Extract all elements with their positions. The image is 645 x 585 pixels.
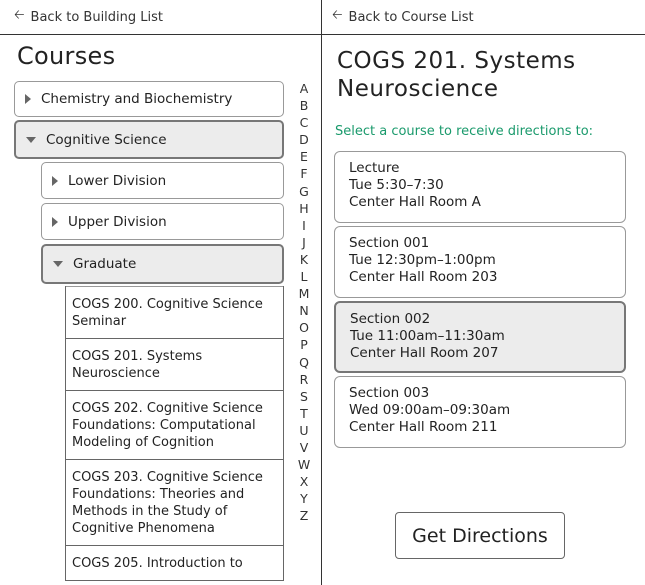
course-item-cogs-201[interactable]: COGS 201. Systems Neuroscience — [66, 339, 283, 391]
alpha-index-letter[interactable]: R — [299, 371, 309, 387]
caret-right-icon — [52, 217, 58, 227]
course-browser-pane — [0, 0, 322, 585]
course-item-cogs-203[interactable]: COGS 203. Cognitive Science Foundations: Theories and Methods in the Study of Cognitive Phenomena — [66, 460, 283, 546]
back-to-course-list-button[interactable] — [322, 0, 645, 35]
alpha-index-letter[interactable]: W — [297, 457, 311, 473]
caret-down-icon — [26, 137, 36, 143]
section-time: Tue 12:30pm–1:00pm — [349, 252, 496, 268]
section-card-002[interactable] — [334, 301, 626, 373]
subgroup-graduate[interactable] — [41, 244, 284, 284]
alpha-index-letter[interactable]: M — [298, 286, 310, 302]
section-card-001[interactable] — [334, 226, 626, 298]
section-room: Center Hall Room 207 — [350, 345, 499, 361]
alpha-index-letter[interactable]: A — [299, 81, 309, 96]
alpha-index-letter[interactable]: H — [299, 200, 309, 216]
section-time: Tue 5:30–7:30 — [349, 177, 444, 193]
department-chemistry-biochemistry[interactable] — [14, 81, 284, 117]
section-card-003[interactable] — [334, 376, 626, 448]
alpha-index-letter[interactable]: N — [299, 303, 309, 319]
alpha-index-letter[interactable]: F — [300, 166, 308, 182]
course-detail-pane — [322, 0, 645, 585]
select-prompt: Select a course to receive directions to: — [335, 124, 594, 139]
course-list — [65, 286, 284, 581]
subgroup-label: Lower Division — [68, 172, 167, 189]
alpha-index-letter[interactable]: U — [299, 422, 309, 438]
alpha-index-letter[interactable]: K — [299, 251, 309, 267]
section-card-lecture[interactable] — [334, 151, 626, 223]
alpha-index-letter[interactable]: V — [299, 439, 309, 455]
courses-heading: Courses — [17, 42, 116, 70]
back-to-building-list-button[interactable] — [0, 0, 322, 35]
alpha-index-letter[interactable]: C — [299, 115, 309, 131]
back-to-course-list-label: Back to Course List — [348, 9, 474, 25]
section-time: Wed 09:00am–09:30am — [349, 402, 511, 418]
alpha-index-letter[interactable]: Q — [299, 354, 309, 370]
alpha-index-letter[interactable]: Y — [300, 491, 308, 507]
caret-right-icon — [52, 176, 58, 186]
alpha-index-letter[interactable]: O — [299, 320, 309, 336]
alpha-index-letter[interactable]: E — [300, 149, 308, 165]
department-label: Cognitive Science — [46, 131, 167, 148]
caret-right-icon — [25, 94, 31, 104]
department-label: Chemistry and Biochemistry — [41, 91, 233, 107]
course-item-cogs-202[interactable]: COGS 202. Cognitive Science Foundations: Computational Modeling of Cognition — [66, 391, 283, 460]
section-room: Center Hall Room A — [349, 194, 481, 210]
alpha-index-letter[interactable]: X — [299, 474, 309, 490]
section-room: Center Hall Room 211 — [349, 419, 498, 435]
alphabet-index — [296, 80, 312, 524]
arrow-left-icon: 🡠 — [14, 8, 25, 23]
alpha-index-letter[interactable]: I — [302, 217, 306, 233]
section-name: Lecture — [349, 160, 400, 176]
section-name: Section 001 — [349, 235, 430, 251]
back-to-building-list-label: Back to Building List — [30, 9, 164, 25]
course-item-cogs-205[interactable]: COGS 205. Introduction to — [66, 546, 283, 581]
alpha-index-letter[interactable]: T — [300, 405, 308, 421]
section-name: Section 002 — [350, 311, 431, 327]
department-cognitive-science[interactable] — [14, 120, 284, 159]
alpha-index-letter[interactable]: S — [300, 388, 308, 404]
subgroup-upper-division[interactable] — [41, 203, 284, 240]
alpha-index-letter[interactable]: L — [300, 269, 308, 285]
alpha-index-letter[interactable]: J — [302, 234, 306, 250]
course-title: COGS 201. Systems Neuroscience — [337, 48, 576, 102]
alpha-index-letter[interactable]: Z — [299, 508, 309, 524]
section-room: Center Hall Room 203 — [349, 269, 498, 285]
alpha-index-letter[interactable]: B — [299, 98, 309, 114]
alpha-index-letter[interactable]: G — [299, 183, 309, 199]
get-directions-button[interactable]: Get Directions — [395, 512, 565, 559]
subgroup-label: Upper Division — [68, 213, 167, 230]
alpha-index-letter[interactable]: P — [300, 337, 308, 353]
subgroup-label: Graduate — [73, 256, 137, 272]
caret-down-icon — [53, 261, 63, 267]
section-time: Tue 11:00am–11:30am — [350, 328, 505, 344]
section-name: Section 003 — [349, 385, 430, 401]
course-item-cogs-200[interactable]: COGS 200. Cognitive Science Seminar — [66, 286, 283, 339]
arrow-left-icon: 🡠 — [332, 8, 343, 23]
subgroup-lower-division[interactable] — [41, 162, 284, 199]
alpha-index-letter[interactable]: D — [299, 132, 309, 148]
